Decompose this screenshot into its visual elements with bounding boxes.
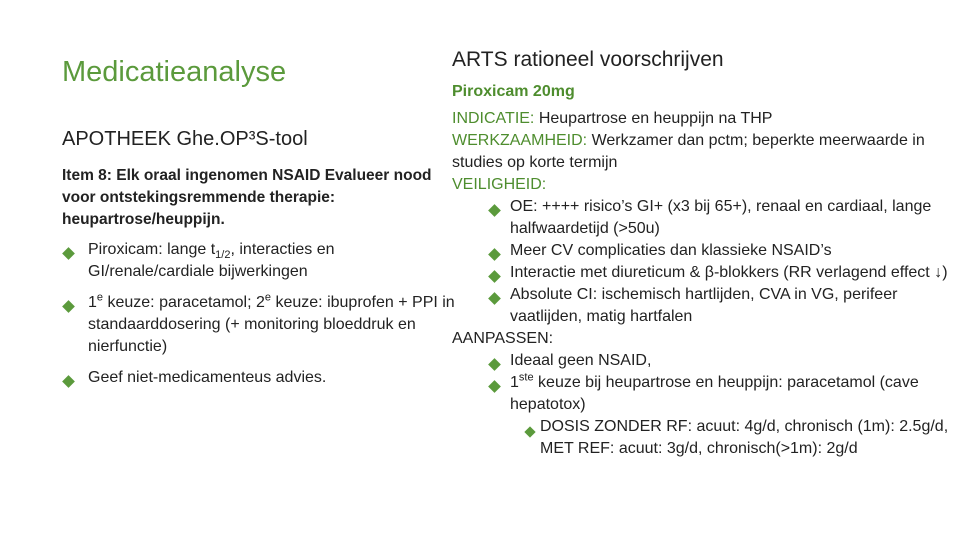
diamond-bullet-icon: [488, 200, 499, 222]
diamond-bullet-icon: [524, 421, 534, 443]
list-item: Absolute CI: ischemisch hartlijden, CVA in VG, perifeer vaatlijden, matig hartfalen: [452, 284, 952, 328]
indicatie-line: INDICATIE: Heupartrose en heuppijn na THP: [452, 110, 773, 127]
aanpassen-label: AANPASSEN:: [452, 330, 554, 347]
list-item: Ideaal geen NSAID,: [452, 350, 952, 372]
werkzaamheid-line: WERKZAAMHEID: Werkzamer dan pctm; beperkte meerwaarde in studies op korte termijn: [452, 132, 925, 171]
list-item: DOSIS ZONDER RF: acuut: 4g/d, chronisch (1m): 2.5g/d, MET REF: acuut: 3g/d, chronisch(>1m): 2g/d: [452, 416, 952, 460]
list-item: OE: ++++ risico’s GI+ (x3 bij 65+), renaal en cardiaal, lange halfwaardetijd (>50u): [452, 196, 952, 240]
page-title: Medicatieanalyse: [62, 56, 287, 88]
diamond-bullet-icon: [62, 296, 73, 318]
right-content: [452, 81, 952, 460]
list-item: Meer CV complicaties dan klassieke NSAID’s: [452, 240, 952, 262]
diamond-bullet-icon: [488, 376, 499, 398]
list-item: Geef niet-medicamenteus advies.: [62, 367, 462, 389]
item-8-heading: Item 8: Elk oraal ingenomen NSAID Evalueer nood voor ontstekingsremmende therapie: heupartrose/heuppijn.: [62, 167, 432, 228]
list-item: 1e keuze: paracetamol; 2e keuze: ibuprofen + PPI in standaarddosering (+ monitoring bloeddruk en nierfunctie): [62, 292, 462, 358]
left-bullet-list: [62, 239, 462, 398]
list-item: 1ste keuze bij heupartrose en heuppijn: paracetamol (cave hepatotox): [452, 372, 952, 416]
drug-name: Piroxicam 20mg: [452, 83, 575, 100]
diamond-bullet-icon: [62, 243, 73, 265]
list-item: Piroxicam: lange $t_{1/2}$, interacties en GI/renale/cardiale bijwerkingen: [62, 239, 462, 283]
list-item: Interactie met diureticum & β-blokkers (RR verlagend effect ↓): [452, 262, 952, 284]
veiligheid-label: VEILIGHEID:: [452, 176, 547, 193]
section-subtitle: APOTHEEK Ghe.OP³S-tool: [62, 128, 308, 150]
right-title: ARTS rationeel voorschrijven: [452, 48, 724, 71]
diamond-bullet-icon: [488, 288, 499, 310]
diamond-bullet-icon: [62, 371, 73, 393]
